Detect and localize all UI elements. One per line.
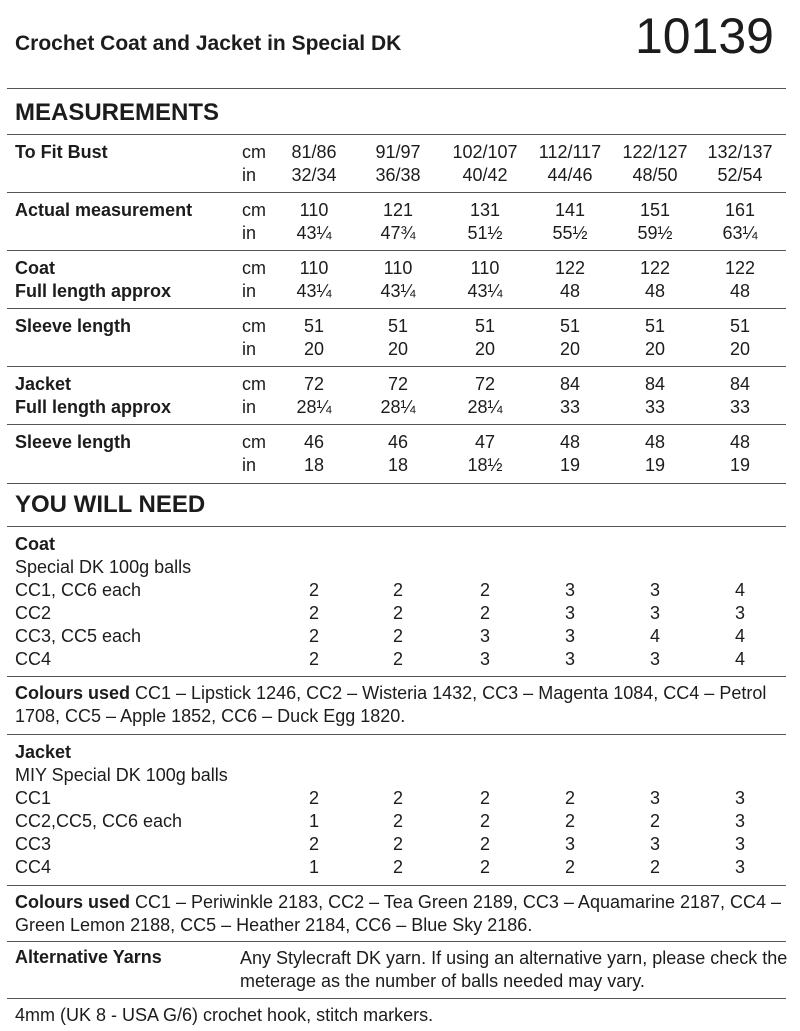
ball-count: 2	[564, 811, 575, 831]
unit-label: cm	[242, 200, 266, 220]
table-row	[0, 855, 800, 879]
ball-count: 3	[649, 603, 660, 623]
ball-count: 3	[564, 834, 575, 854]
size-value: 102/107	[452, 142, 518, 162]
subsection-subtitle	[0, 763, 800, 787]
divider	[7, 526, 786, 527]
size-value: 19	[559, 455, 581, 475]
size-value: 122	[639, 258, 671, 278]
divider	[7, 998, 786, 999]
ball-count: 2	[392, 857, 403, 877]
size-value: 52/54	[717, 165, 763, 185]
size-value: 36/38	[375, 165, 421, 185]
unit-label: cm	[242, 142, 266, 162]
unit-label: in	[242, 397, 257, 417]
size-value: 33	[644, 397, 666, 417]
ball-count: 3	[649, 580, 660, 600]
size-value: 19	[644, 455, 666, 475]
row-label: Jacket	[15, 374, 72, 394]
table-row	[0, 832, 800, 856]
table-row	[0, 601, 800, 625]
divider	[7, 424, 786, 425]
size-value: 28¼	[380, 397, 416, 417]
ball-count: 2	[392, 649, 403, 669]
size-value: 51½	[467, 223, 503, 243]
colour-code-label: CC3	[15, 834, 52, 854]
jacket-colours-used	[15, 891, 782, 937]
size-value: 48	[644, 432, 666, 452]
ball-count: 2	[479, 580, 490, 600]
ball-count: 3	[564, 580, 575, 600]
ball-count: 3	[479, 649, 490, 669]
ball-count: 3	[734, 603, 745, 623]
size-value: 51	[729, 316, 751, 336]
size-value: 91/97	[375, 142, 421, 162]
size-value: 20	[303, 339, 325, 359]
hook-and-notions: 4mm (UK 8 - USA G/6) crochet hook, stitch markers.	[15, 1005, 434, 1025]
size-value: 122/127	[622, 142, 688, 162]
size-value: 20	[474, 339, 496, 359]
divider	[7, 192, 786, 193]
unit-label: in	[242, 281, 257, 301]
table-row	[0, 430, 800, 454]
divider	[7, 941, 786, 942]
jacket-title: Jacket	[15, 742, 72, 762]
ball-count: 3	[734, 811, 745, 831]
size-value: 20	[559, 339, 581, 359]
size-value: 121	[382, 200, 414, 220]
colours-used-label: Colours used	[15, 892, 131, 912]
size-value: 20	[644, 339, 666, 359]
size-value: 51	[644, 316, 666, 336]
size-value: 19	[729, 455, 751, 475]
table-row	[0, 256, 800, 280]
ball-count: 3	[564, 626, 575, 646]
colour-code-label: CC1	[15, 788, 52, 808]
size-value: 20	[729, 339, 751, 359]
table-row	[0, 624, 800, 648]
colour-code-label: CC3, CC5 each	[15, 626, 142, 646]
ball-count: 4	[734, 580, 745, 600]
table-row	[0, 647, 800, 671]
coat-title: Coat	[15, 534, 55, 554]
page-title: Crochet Coat and Jacket in Special DK	[15, 32, 402, 55]
ball-count: 2	[479, 811, 490, 831]
ball-count: 3	[479, 626, 490, 646]
size-value: 28¼	[467, 397, 503, 417]
ball-count: 3	[734, 857, 745, 877]
ball-count: 2	[479, 788, 490, 808]
size-value: 33	[559, 397, 581, 417]
size-value: 84	[644, 374, 666, 394]
size-value: 28¼	[296, 397, 332, 417]
section-heading-you-will-need: YOU WILL NEED	[15, 491, 206, 518]
ball-count: 2	[649, 857, 660, 877]
ball-count: 2	[308, 649, 319, 669]
unit-label: cm	[242, 374, 266, 394]
ball-count: 2	[392, 788, 403, 808]
size-value: 110	[299, 258, 329, 278]
ball-count: 2	[308, 788, 319, 808]
colour-code-label: CC4	[15, 649, 52, 669]
table-row	[0, 786, 800, 810]
ball-count: 2	[564, 788, 575, 808]
size-value: 51	[387, 316, 409, 336]
ball-count: 4	[734, 626, 745, 646]
size-value: 110	[470, 258, 500, 278]
size-value: 48	[729, 281, 751, 301]
ball-count: 3	[734, 834, 745, 854]
size-value: 18	[387, 455, 409, 475]
divider	[7, 250, 786, 251]
row-label: Full length approx	[15, 397, 171, 417]
size-value: 72	[474, 374, 496, 394]
ball-count: 2	[479, 834, 490, 854]
subsection-title	[0, 532, 800, 556]
table-row	[0, 372, 800, 396]
size-value: 18	[303, 455, 325, 475]
unit-label: in	[242, 165, 257, 185]
ball-count: 3	[734, 788, 745, 808]
size-value: 20	[387, 339, 409, 359]
size-value: 151	[639, 200, 671, 220]
table-row	[0, 221, 800, 245]
size-value: 110	[383, 258, 413, 278]
ball-count: 3	[649, 788, 660, 808]
size-value: 47	[474, 432, 496, 452]
unit-label: in	[242, 223, 257, 243]
size-value: 72	[303, 374, 325, 394]
divider	[7, 88, 786, 89]
size-value: 81/86	[291, 142, 337, 162]
ball-count: 3	[649, 834, 660, 854]
unit-label: cm	[242, 316, 266, 336]
size-value: 84	[559, 374, 581, 394]
colour-code-label: CC2	[15, 603, 52, 623]
ball-count: 1	[308, 857, 319, 877]
ball-count: 2	[308, 834, 319, 854]
size-value: 46	[303, 432, 325, 452]
colours-used-text: CC1 – Periwinkle 2183, CC2 – Tea Green 2189, CC3 – Aquamarine 2187, CC4 – Green Lemon 2188, CC5 – Heather 2184, CC6 – Blue Sky 2186.	[15, 892, 782, 935]
alternative-yarns-label: Alternative Yarns	[15, 947, 162, 967]
table-row	[0, 163, 800, 187]
size-value: 59½	[637, 223, 673, 243]
size-value: 48/50	[632, 165, 678, 185]
ball-count: 2	[308, 580, 319, 600]
divider	[7, 308, 786, 309]
size-value: 43¼	[296, 281, 332, 301]
ball-count: 3	[564, 649, 575, 669]
size-value: 48	[559, 281, 581, 301]
table-row	[0, 314, 800, 338]
ball-count: 3	[564, 603, 575, 623]
ball-count: 4	[734, 649, 745, 669]
table-row	[0, 279, 800, 303]
ball-count: 3	[649, 649, 660, 669]
ball-count: 2	[392, 580, 403, 600]
size-value: 72	[387, 374, 409, 394]
row-label: Coat	[15, 258, 55, 278]
size-value: 84	[729, 374, 751, 394]
colours-used-text: CC1 – Lipstick 1246, CC2 – Wisteria 1432, CC3 – Magenta 1084, CC4 – Petrol 1708, CC5 – Apple 1852, CC6 – Duck Egg 1820.	[15, 683, 767, 726]
table-row	[0, 198, 800, 222]
size-value: 122	[554, 258, 586, 278]
subsection-subtitle	[0, 555, 800, 579]
row-label: Actual measurement	[15, 200, 193, 220]
ball-count: 2	[392, 603, 403, 623]
size-value: 18½	[467, 455, 503, 475]
table-row	[0, 809, 800, 833]
row-label: To Fit Bust	[15, 142, 108, 162]
row-label: Sleeve length	[15, 316, 132, 336]
table-row	[0, 395, 800, 419]
ball-count: 2	[392, 811, 403, 831]
subsection-title	[0, 740, 800, 764]
divider	[7, 366, 786, 367]
size-value: 51	[474, 316, 496, 336]
size-value: 43¼	[467, 281, 503, 301]
ball-count: 2	[564, 857, 575, 877]
unit-label: in	[242, 339, 257, 359]
ball-count: 1	[308, 811, 319, 831]
size-value: 131	[469, 200, 501, 220]
unit-label: cm	[242, 258, 266, 278]
ball-count: 2	[479, 857, 490, 877]
unit-label: in	[242, 455, 257, 475]
ball-count: 2	[479, 603, 490, 623]
size-value: 48	[729, 432, 751, 452]
table-row	[0, 453, 800, 477]
row-label: Sleeve length	[15, 432, 132, 452]
size-value: 141	[554, 200, 586, 220]
size-value: 132/137	[707, 142, 773, 162]
colour-code-label: CC2,CC5, CC6 each	[15, 811, 183, 831]
size-value: 122	[724, 258, 756, 278]
divider	[7, 734, 786, 735]
row-label: Full length approx	[15, 281, 171, 301]
pattern-number: 10139	[634, 8, 774, 64]
size-value: 43¼	[296, 223, 332, 243]
size-value: 51	[303, 316, 325, 336]
table-row	[0, 578, 800, 602]
table-row	[0, 337, 800, 361]
size-value: 40/42	[462, 165, 508, 185]
size-value: 63¼	[722, 223, 758, 243]
size-value: 48	[644, 281, 666, 301]
size-value: 55½	[552, 223, 588, 243]
size-value: 46	[387, 432, 409, 452]
size-value: 44/46	[547, 165, 593, 185]
alternative-yarns-text: Any Stylecraft DK yarn. If using an alternative yarn, please check the meterage as the number of balls needed may vary.	[240, 948, 788, 991]
size-value: 112/117	[538, 142, 602, 162]
divider	[7, 676, 786, 677]
size-value: 48	[559, 432, 581, 452]
section-heading-measurements: MEASUREMENTS	[15, 99, 220, 126]
ball-count: 2	[649, 811, 660, 831]
divider	[7, 134, 786, 135]
divider	[7, 885, 786, 886]
unit-label: cm	[242, 432, 266, 452]
colour-code-label: CC1, CC6 each	[15, 580, 142, 600]
table-row	[0, 140, 800, 164]
size-value: 161	[724, 200, 756, 220]
ball-count: 2	[392, 626, 403, 646]
size-value: 33	[729, 397, 751, 417]
ball-count: 2	[308, 603, 319, 623]
size-value: 51	[559, 316, 581, 336]
coat-colours-used	[15, 682, 782, 728]
jacket-ball-type: MIY Special DK 100g balls	[15, 765, 228, 785]
colours-used-label: Colours used	[15, 683, 131, 703]
size-value: 47¾	[380, 223, 416, 243]
size-value: 43¼	[380, 281, 416, 301]
ball-count: 4	[649, 626, 660, 646]
ball-count: 2	[308, 626, 319, 646]
size-value: 32/34	[291, 165, 337, 185]
size-value: 110	[299, 200, 329, 220]
divider	[7, 483, 786, 484]
colour-code-label: CC4	[15, 857, 52, 877]
ball-count: 2	[392, 834, 403, 854]
coat-ball-type: Special DK 100g balls	[15, 557, 192, 577]
